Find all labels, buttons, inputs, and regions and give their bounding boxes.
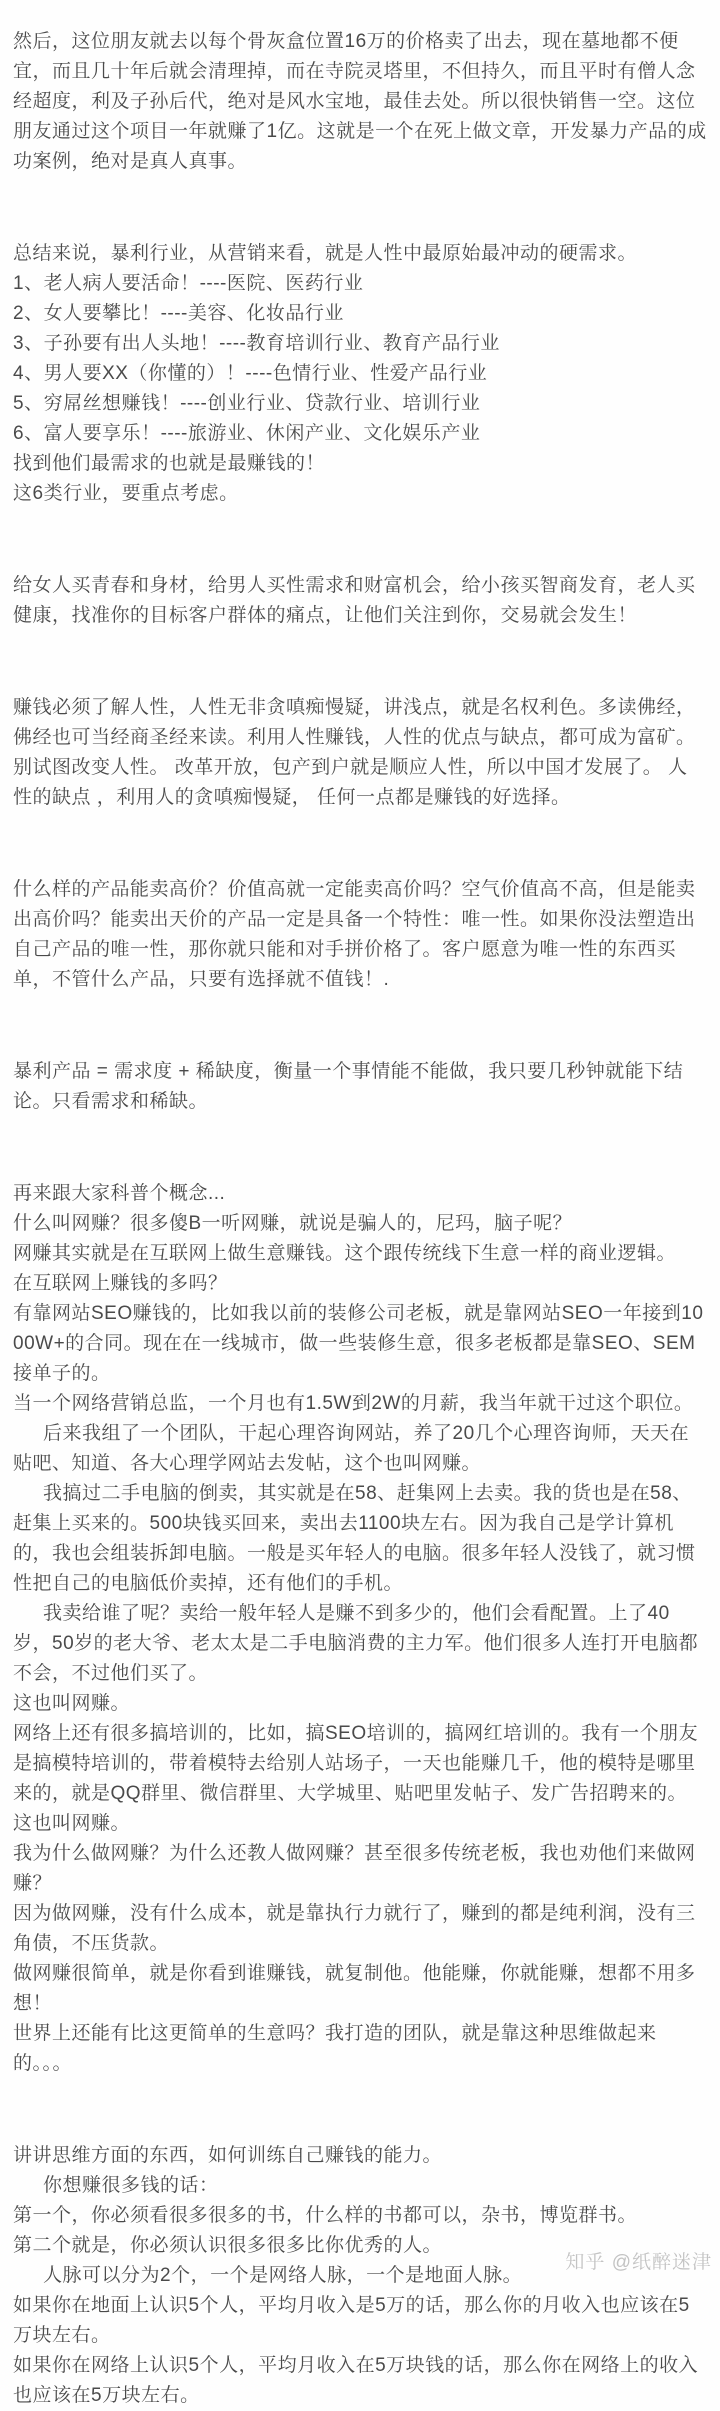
paragraph: 赚钱必须了解人性，人性无非贪嗔痴慢疑，讲浅点，就是名权利色。多读佛经，佛经也可当经商圣经来读。利用人性赚钱，人性的优点与缺点，都可成为富矿。 别试图改变人性。 改革开放，包产到户就是顺应人性，所以中国才发展了。 人性的缺点 ，利用人的贪嗔痴慢疑， 任何一点都是赚钱的好选择。 <box>13 697 696 808</box>
paragraph: 网络上还有很多搞培训的，比如，搞SEO培训的，搞网红培训的。我有一个朋友是搞模特培训的，带着模特去给别人站场子，一天也能赚几千，他的模特是哪里来的，就是QQ群里、微信群里、大学城里、贴吧里发帖子、发广告招聘来的。 <box>13 1723 699 1804</box>
list-item: 1、老人病人要活命！----医院、医药行业 <box>13 273 364 294</box>
paragraph: 后来我组了一个团队，干起心理咨询网站，养了20几个心理咨询师，天天在贴吧、知道、各大心理学网站去发帖，这个也叫网赚。 <box>13 1423 690 1474</box>
paragraph: 我为什么做网赚？为什么还教人做网赚？甚至很多传统老板，我也劝他们来做网赚？ <box>13 1843 696 1894</box>
paragraph: 在互联网上赚钱的多吗？ <box>13 1273 228 1294</box>
list-item: 4、男人要XX（你懂的）！----色情行业、性爱产品行业 <box>13 363 488 384</box>
paragraph: 然后，这位朋友就去以每个骨灰盒位置16万的价格卖了出去，现在墓地都不便宜，而且几十年后就会清理掉，而在寺院灵塔里，不但持久，而且平时有僧人念经超度，利及子孙后代，绝对是风水宝地，最佳去处。所以很快销售一空。这位朋友通过这个项目一年就赚了1亿。这就是一个在死上做文章，开发暴力产品的成功案例，绝对是真人真事。 <box>13 31 707 172</box>
paragraph: 第二个就是，你必须认识很多很多比你优秀的人。 <box>13 2235 443 2256</box>
paragraph: 我卖给谁了呢？卖给一般年轻人是赚不到多少的，他们会看配置。上了40岁，50岁的老大爷、老太太是二手电脑消费的主力军。他们很多人连打开电脑都不会，不过他们买了。 <box>13 1603 699 1684</box>
section <box>13 693 707 813</box>
watermark-text: 知乎 @纸醉迷津 <box>565 2252 712 2273</box>
section <box>13 1179 707 2079</box>
section <box>13 2141 707 2411</box>
paragraph: 这也叫网赚。 <box>13 1693 131 1714</box>
paragraph: 当一个网络营销总监，一个月也有1.5W到2W的月薪，我当年就干过这个职位。 <box>13 1393 694 1414</box>
paragraph: 给女人买青春和身材，给男人买性需求和财富机会，给小孩买智商发育，老人买健康，找准你的目标客户群体的痛点，让他们关注到你，交易就会发生！ <box>13 575 696 626</box>
paragraph: 再来跟大家科普个概念... <box>13 1183 226 1204</box>
list-item: 2、女人要攀比！----美容、化妆品行业 <box>13 303 344 324</box>
paragraph: 总结来说，暴利行业，从营销来看，就是人性中最原始最冲动的硬需求。 <box>13 243 638 264</box>
section <box>13 27 707 177</box>
paragraph: 如果你在网络上认识5个人，平均月收入在5万块钱的话，那么你在网络上的收入也应该在5万块左右。 <box>13 2355 699 2406</box>
list-item: 3、子孙要有出人头地！----教育培训行业、教育产品行业 <box>13 333 500 354</box>
paragraph: 网赚其实就是在互联网上做生意赚钱。这个跟传统线下生意一样的商业逻辑。 <box>13 1243 677 1264</box>
list-item: 6、富人要享乐！----旅游业、休闲产业、文化娱乐产业 <box>13 423 481 444</box>
section <box>13 875 707 995</box>
section <box>13 571 707 631</box>
list-item: 5、穷屌丝想赚钱！----创业行业、贷款行业、培训行业 <box>13 393 481 414</box>
paragraph: 讲讲思维方面的东西，如何训练自己赚钱的能力。 <box>13 2145 443 2166</box>
paragraph: 因为做网赚，没有什么成本，就是靠执行力就行了，赚到的都是纯利润，没有三角债，不压货款。 <box>13 1903 696 1954</box>
paragraph: 第一个，你必须看很多很多的书，什么样的书都可以，杂书，博览群书。 <box>13 2205 638 2226</box>
paragraph: 我搞过二手电脑的倒卖，其实就是在58、赶集网上去卖。我的货也是在58、赶集上买来的。500块钱买回来，卖出去1100块左右。因为我自己是学计算机的，我也会组装拆卸电脑。一般是买年轻人的电脑。很多年轻人没钱了，就习惯性把自己的电脑低价卖掉，还有他们的手机。 <box>13 1483 696 1594</box>
paragraph: 你想赚很多钱的话： <box>43 2175 219 2196</box>
paragraph: 什么叫网赚？很多傻B一听网赚，就说是骗人的，尼玛，脑子呢？ <box>13 1213 573 1234</box>
paragraph: 如果你在地面上认识5个人，平均月收入是5万的话，那么你的月收入也应该在5万块左右。 <box>13 2295 690 2346</box>
section <box>13 1057 707 1117</box>
section <box>13 239 707 509</box>
paragraph: 什么样的产品能卖高价？价值高就一定能卖高价吗？空气价值高不高，但是能卖出高价吗？能卖出天价的产品一定是具备一个特性：唯一性。如果你没法塑造出自己产品的唯一性，那你就只能和对手拼价格了。客户愿意为唯一性的东西买单，不管什么产品，只要有选择就不值钱！. <box>13 879 696 990</box>
paragraph: 人脉可以分为2个，一个是网络人脉，一个是地面人脉。 <box>43 2265 523 2286</box>
paragraph: 这也叫网赚。 <box>13 1813 131 1834</box>
article-content <box>13 27 707 2411</box>
paragraph: 做网赚很简单，就是你看到谁赚钱，就复制他。他能赚，你就能赚，想都不用多想！ <box>13 1963 696 2014</box>
paragraph: 世界上还能有比这更简单的生意吗？我打造的团队，就是靠这种思维做起来的。。。 <box>13 2023 657 2074</box>
paragraph: 这6类行业，要重点考虑。 <box>13 483 239 504</box>
paragraph: 找到他们最需求的也就是最赚钱的！ <box>13 453 326 474</box>
paragraph: 暴利产品 = 需求度 + 稀缺度，衡量一个事情能不能做，我只要几秒钟就能下结论。只看需求和稀缺。 <box>13 1061 684 1112</box>
paragraph: 有靠网站SEO赚钱的，比如我以前的装修公司老板，就是靠网站SEO一年接到1000W+的合同。现在在一线城市，做一些装修生意，很多老板都是靠SEO、SEM接单子的。 <box>13 1303 704 1384</box>
